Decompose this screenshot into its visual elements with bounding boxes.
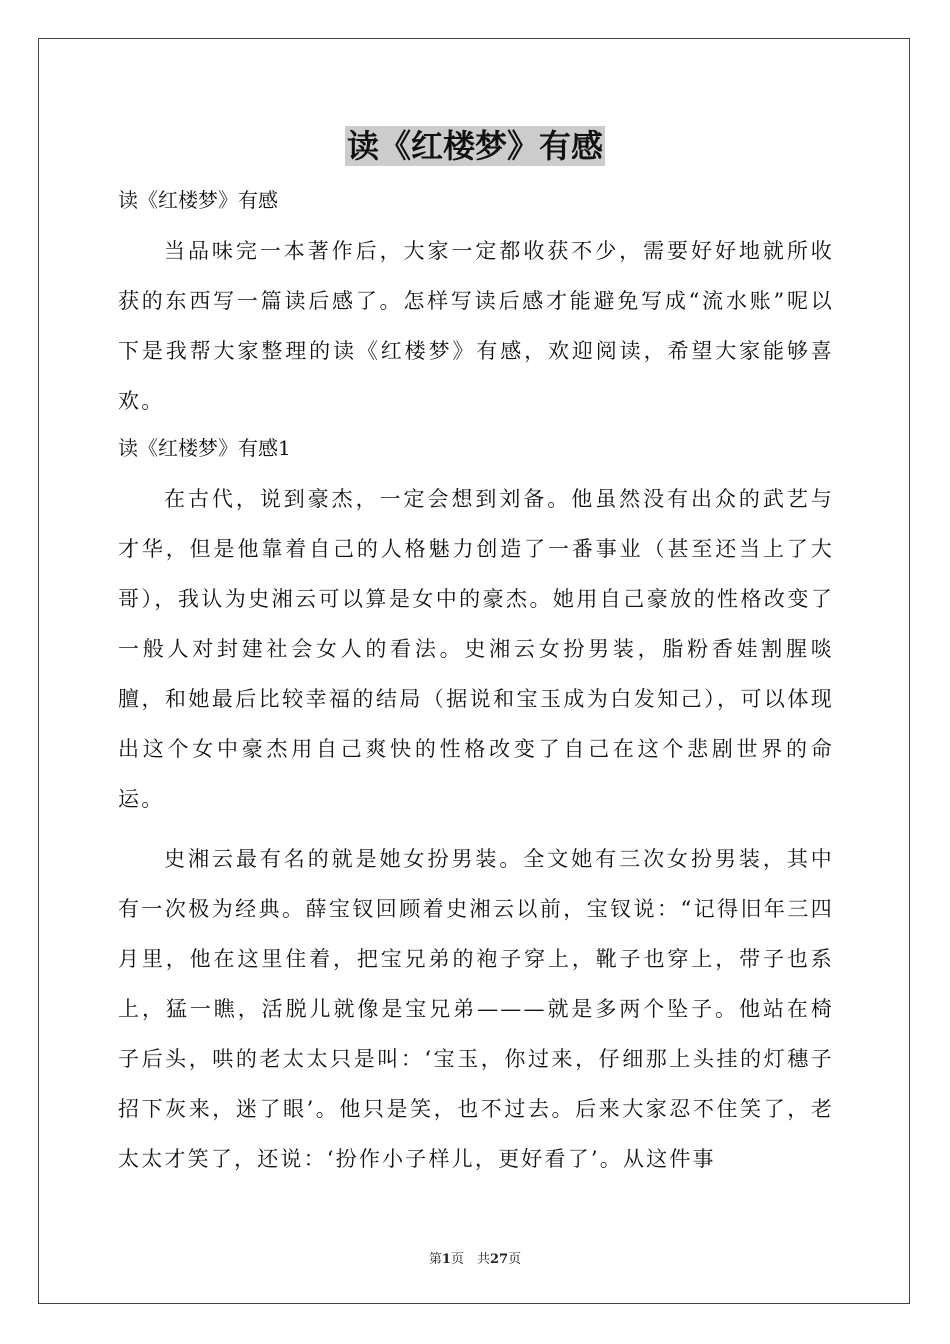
- body-paragraph-1: 在古代，说到豪杰，一定会想到刘备。他虽然没有出众的武艺与才华，但是他靠着自己的人格魅力创造了一番事业（甚至还当上了大哥），我认为史湘云可以算是女中的豪杰。她用自己豪放的性格改变了一般人对封建社会女人的看法。史湘云女扮男装，脂粉香娃割腥啖膻，和她最后比较幸福的结局（据说和宝玉成为白发知己），可以体现出这个女中豪杰用自己爽快的性格改变了自己在这个悲剧世界的命运。: [118, 487, 834, 811]
- footer-page-suffix: 页: [508, 1252, 522, 1267]
- document-body: [118, 178, 834, 1184]
- document-title: 读《红楼梦》有感: [346, 127, 603, 165]
- page-footer: [0, 1248, 950, 1267]
- footer-total-pages: 27: [489, 1252, 509, 1267]
- footer-page-mid: 页 共: [450, 1252, 490, 1267]
- footer-page-number: 1: [441, 1252, 451, 1267]
- intro-paragraph: 当品味完一本著作后，大家一定都收获不少，需要好好地就所收获的东西写一篇读后感了。怎样写读后感才能避免写成“流水账”呢以下是我帮大家整理的读《红楼梦》有感，欢迎阅读，希望大家能够喜欢。: [118, 239, 834, 413]
- title-container: [0, 126, 950, 166]
- document-subtitle: 读《红楼梦》有感: [118, 188, 278, 212]
- footer-page-prefix: 第: [428, 1252, 442, 1267]
- section-heading: 读《红楼梦》有感1: [118, 436, 291, 460]
- body-paragraph-2: 史湘云最有名的就是她女扮男装。全文她有三次女扮男装，其中有一次极为经典。薛宝钗回顾着史湘云以前，宝钗说：“记得旧年三四月里，他在这里住着，把宝兄弟的袍子穿上，靴子也穿上，带子也系上，猛一瞧，活脱儿就像是宝兄弟———就是多两个坠子。他站在椅子后头，哄的老太太只是叫：‘宝玉，你过来，仔细那上头挂的灯穗子招下灰来，迷了眼’。他只是笑，也不过去。后来大家忍不住笑了，老太太才笑了，还说：‘扮作小子样儿，更好看了’。从这件事: [118, 847, 834, 1171]
